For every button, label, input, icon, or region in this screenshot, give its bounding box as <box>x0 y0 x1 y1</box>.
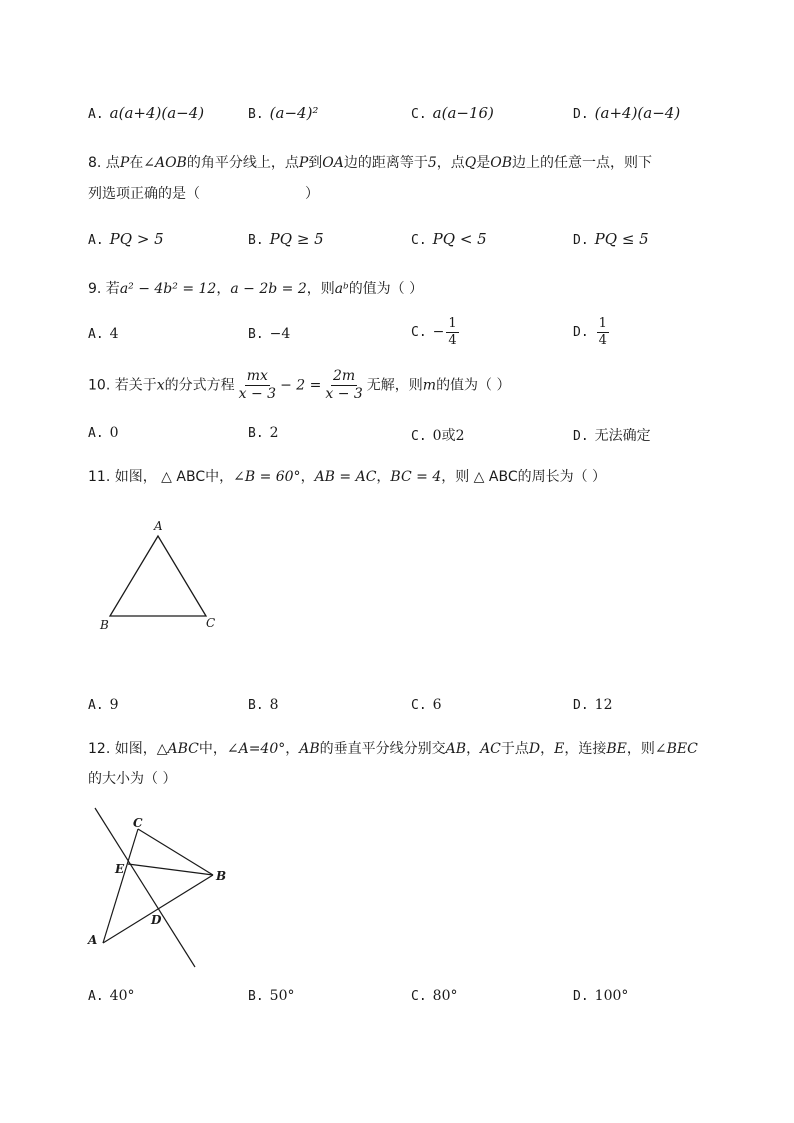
q12-options-row <box>0 988 794 1018</box>
segment-be <box>128 864 213 875</box>
q10-option-d: D. 无法确定 <box>573 428 651 444</box>
perpendicular-bisector <box>95 808 195 967</box>
q12-option-a: A. 40° <box>88 988 135 1004</box>
q7-option-a: A. a(a+4)(a−4) <box>88 104 205 122</box>
fraction: $\frac{mx}{x - 3}$ <box>238 368 277 402</box>
vertex-label-b: B <box>216 869 227 883</box>
q12-stem-line2: 的大小为（ ） <box>88 771 177 787</box>
q11-stem: 11. 如图， △ ABC中，∠B = 60°，AB = AC，BC = 4，则 △ ABC的周长为（ ） <box>88 469 607 485</box>
q10-stem: 10. 若关于x的分式方程 $\frac{mx}{x - 3}$ − 2 = $\frac{2m}{x - 3}$ 无解，则m的值为（ ） <box>88 368 511 402</box>
q9-option-c: C. − $\frac{1}{4}$ <box>411 316 457 348</box>
q8-stem-line1: 8. 点P在∠AOB的角平分线上，点P到OA边的距离等于5，点Q是OB边上的任意一点，则下 <box>88 155 653 171</box>
q11-option-c: C. 6 <box>411 697 442 713</box>
q8-option-d: D. PQ ≤ 5 <box>573 230 649 248</box>
q8-stem-line2: 列选项正确的是（ ） <box>88 186 319 202</box>
q8-option-c: C. PQ < 5 <box>411 230 487 248</box>
q8-option-a: A. PQ > 5 <box>88 230 164 248</box>
q12-option-d: D. 100° <box>573 988 629 1004</box>
q9-option-b: B. −4 <box>248 326 291 342</box>
triangle-abc <box>110 536 206 616</box>
q11-options-row <box>0 697 794 727</box>
q9-options-row <box>0 316 794 356</box>
q7-option-c: C. a(a−16) <box>411 104 494 122</box>
q11-option-b: B. 8 <box>248 697 279 713</box>
vertex-label-c: C <box>206 616 216 630</box>
q7-option-b: B. (a−4)² <box>248 104 319 122</box>
q10-options-row <box>0 425 794 455</box>
q12-stem-line1: 12. 如图，△ABC中，∠A=40°，AB的垂直平分线分别交AB，AC于点D，E，连接BE，则∠BEC <box>88 741 698 757</box>
q7-option-d: D. (a+4)(a−4) <box>573 104 681 122</box>
q10-option-c: C. 0或2 <box>411 428 465 444</box>
vertex-label-e: E <box>115 862 125 876</box>
vertex-label-a: A <box>88 933 98 947</box>
q11-option-a: A. 9 <box>88 697 119 713</box>
q8-option-b: B. PQ ≥ 5 <box>248 230 324 248</box>
vertex-label-c: C <box>133 816 143 830</box>
q9-option-a: A. 4 <box>88 326 119 342</box>
q12-option-c: C. 80° <box>411 988 458 1004</box>
q9-stem: 9. 若a² − 4b² = 12，a − 2b = 2，则aᵇ的值为（ ） <box>88 281 424 297</box>
q11-triangle-figure <box>90 512 230 637</box>
q12-figure <box>80 800 240 975</box>
vertex-label-a: A <box>154 519 163 533</box>
q10-option-a: A. 0 <box>88 425 119 441</box>
vertex-label-b: B <box>100 618 109 632</box>
q8-options-row <box>0 230 794 260</box>
q11-option-d: D. 12 <box>573 697 613 713</box>
fraction: $\frac{1}{4}$ <box>598 316 607 348</box>
vertex-label-d: D <box>151 913 162 927</box>
q12-option-b: B. 50° <box>248 988 295 1004</box>
fraction: $\frac{2m}{x - 3}$ <box>325 368 363 402</box>
fraction: $\frac{1}{4}$ <box>448 316 457 348</box>
q7-options-row <box>0 104 794 134</box>
segment-cb <box>138 829 213 875</box>
segment-ab <box>103 875 213 943</box>
q10-option-b: B. 2 <box>248 425 279 441</box>
q9-option-d: D. $\frac{1}{4}$ <box>573 316 607 348</box>
segment-ac <box>103 829 138 943</box>
